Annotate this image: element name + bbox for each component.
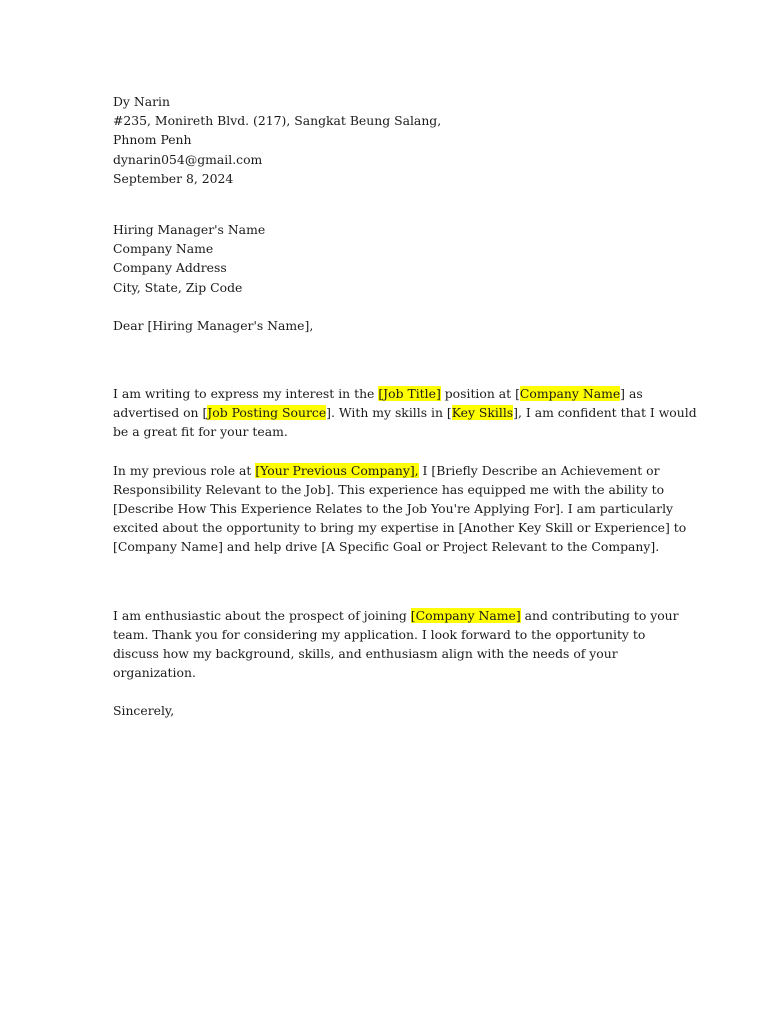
highlight-previous-company: [Your Previous Company],: [255, 462, 419, 478]
recipient-block: [113, 220, 658, 297]
recipient-city: City, State, Zip Code: [113, 279, 243, 295]
paragraph-1-line: [113, 403, 697, 422]
recipient-company: Company Name: [113, 241, 214, 257]
text-run: I am enthusiastic about the prospect of joining: [113, 607, 411, 623]
spacer: [113, 442, 658, 461]
paragraph-3: [113, 606, 679, 683]
text-run: ], I am confident that I would: [513, 405, 697, 421]
highlight-company-name: [Company Name]: [410, 607, 521, 623]
text-run: I am writing to express my interest in the: [113, 386, 379, 402]
paragraph-2-line: [113, 461, 658, 480]
highlight-company-name: Company Name: [519, 386, 621, 402]
paragraph-2-line: Responsibility Relevant to the Job]. This experience has equipped me with the ability to: [113, 481, 665, 497]
recipient-address: Company Address: [113, 260, 227, 276]
sender-email: dynarin054@gmail.com: [113, 151, 263, 167]
letter-body: [113, 92, 697, 721]
text-run: In my previous role at: [113, 462, 256, 478]
sender-address-line2: Phnom Penh: [113, 132, 192, 148]
spacer: [113, 297, 658, 316]
paragraph-1-line: [113, 384, 658, 403]
spacer: [113, 682, 658, 701]
paragraph-2: [113, 461, 687, 557]
text-run: position at [: [440, 386, 520, 402]
highlight-key-skills: Key Skills: [451, 405, 514, 421]
spacer: [113, 335, 658, 384]
highlight-job-posting-source: Job Posting Source: [207, 405, 327, 421]
closing: Sincerely,: [113, 703, 175, 719]
paragraph-3-line: discuss how my background, skills, and enthusiasm align with the needs of your: [113, 646, 618, 662]
paragraph-1-line: be a great fit for your team.: [113, 424, 288, 440]
salutation: Dear [Hiring Manager's Name],: [113, 317, 314, 333]
paragraph-2-line: [Describe How This Experience Relates to the Job You're Applying For]. I am particularly: [113, 501, 674, 517]
paragraph-3-line: team. Thank you for considering my application. I look forward to the opportunity to: [113, 626, 646, 642]
letter-date: September 8, 2024: [113, 170, 234, 186]
paragraph-1: [113, 384, 697, 442]
recipient-name: Hiring Manager's Name: [113, 222, 266, 238]
highlight-job-title: [Job Title]: [378, 386, 441, 402]
paragraph-2-line: excited about the opportunity to bring my expertise in [Another Key Skill or Experience] to: [113, 520, 687, 536]
paragraph-3-line: [113, 606, 679, 625]
text-run: advertised on [: [113, 405, 208, 421]
paragraph-2-line: [Company Name] and help drive [A Specific Goal or Project Relevant to the Company].: [113, 539, 660, 555]
spacer: [113, 557, 658, 606]
spacer: [113, 188, 658, 220]
text-run: ] as: [620, 386, 643, 402]
text-run: and contributing to your: [520, 607, 679, 623]
sender-address-line1: #235, Monireth Blvd. (217), Sangkat Beung Salang,: [113, 113, 442, 129]
paragraph-3-line: organization.: [113, 665, 196, 681]
sender-block: [113, 92, 658, 188]
text-run: I [Briefly Describe an Achievement or: [418, 462, 660, 478]
sender-name: Dy Narin: [113, 94, 170, 109]
text-run: ]. With my skills in [: [326, 405, 452, 421]
